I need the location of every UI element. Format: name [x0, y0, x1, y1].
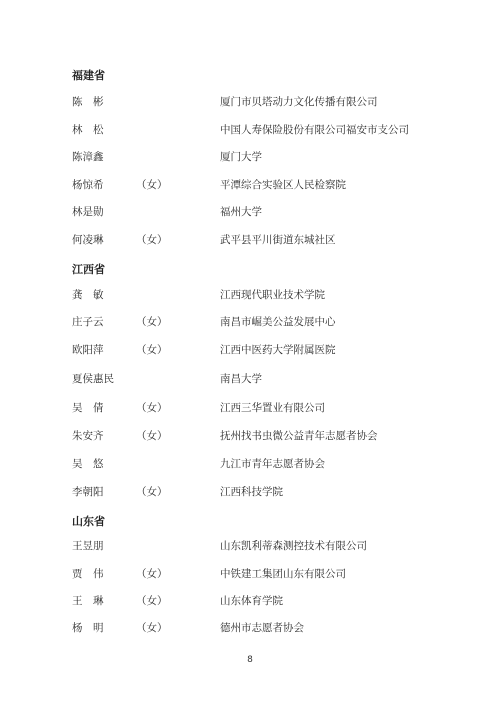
person-organization: 中铁建工集团山东有限公司	[220, 568, 346, 580]
person-gender: （女）	[136, 179, 168, 191]
person-name: 杨惊希	[72, 179, 104, 191]
list-item	[0, 428, 500, 444]
page-number: 8	[247, 655, 253, 665]
list-item	[0, 538, 500, 554]
person-name: 吴 悠	[72, 458, 104, 470]
list-item	[0, 232, 500, 248]
person-organization: 福州大学	[220, 206, 262, 218]
person-organization: 厦门市贝塔动力文化传播有限公司	[220, 96, 378, 108]
person-name: 欧阳萍	[72, 344, 104, 356]
person-organization: 南昌市崛美公益发展中心	[220, 316, 336, 328]
list-item	[0, 342, 500, 358]
person-gender: （女）	[136, 486, 168, 498]
person-name: 夏侯惠民	[72, 373, 114, 385]
person-name: 王昱朋	[72, 540, 104, 552]
person-name: 王 琳	[72, 595, 104, 607]
person-organization: 江西现代职业技术学院	[220, 289, 325, 301]
person-organization: 江西三华置业有限公司	[220, 402, 325, 414]
person-organization: 中国人寿保险股份有限公司福安市支公司	[220, 124, 409, 136]
person-name: 李朝阳	[72, 486, 104, 498]
list-item	[0, 620, 500, 636]
list-item	[0, 94, 500, 110]
list-item	[0, 484, 500, 500]
person-name: 杨 明	[72, 622, 104, 634]
person-organization: 厦门大学	[220, 151, 262, 163]
list-item	[0, 177, 500, 193]
person-organization: 山东凯利蒂森测控技术有限公司	[220, 540, 367, 552]
person-name: 林 松	[72, 124, 104, 136]
province-heading-fujian: 福建省	[72, 69, 105, 82]
list-item	[0, 122, 500, 138]
list-item	[0, 149, 500, 165]
person-gender: （女）	[136, 622, 168, 634]
list-item	[0, 204, 500, 220]
person-gender: （女）	[136, 402, 168, 414]
person-organization: 山东体育学院	[220, 595, 283, 607]
person-organization: 江西科技学院	[220, 486, 283, 498]
person-organization: 平潭综合实验区人民检察院	[220, 179, 346, 191]
list-item	[0, 287, 500, 303]
list-item	[0, 566, 500, 582]
person-organization: 九江市青年志愿者协会	[220, 458, 325, 470]
list-item	[0, 593, 500, 609]
person-name: 朱安齐	[72, 430, 104, 442]
person-gender: （女）	[136, 568, 168, 580]
person-organization: 武平县平川街道东城社区	[220, 234, 336, 246]
person-name: 陈 彬	[72, 96, 104, 108]
person-name: 何凌琳	[72, 234, 104, 246]
province-heading-shandong: 山东省	[72, 515, 105, 528]
list-item	[0, 314, 500, 330]
person-name: 庄子云	[72, 316, 104, 328]
person-organization: 江西中医药大学附属医院	[220, 344, 336, 356]
person-name: 贾 伟	[72, 568, 104, 580]
person-name: 吴 倩	[72, 402, 104, 414]
person-gender: （女）	[136, 344, 168, 356]
person-gender: （女）	[136, 595, 168, 607]
person-organization: 抚州找书虫微公益青年志愿者协会	[220, 430, 378, 442]
province-heading-jiangxi: 江西省	[72, 263, 105, 276]
list-item	[0, 456, 500, 472]
person-organization: 德州市志愿者协会	[220, 622, 304, 634]
person-name: 陈漳鑫	[72, 151, 104, 163]
person-name: 龚 敏	[72, 289, 104, 301]
person-gender: （女）	[136, 430, 168, 442]
person-organization: 南昌大学	[220, 373, 262, 385]
person-name: 林是勋	[72, 206, 104, 218]
list-item	[0, 400, 500, 416]
person-gender: （女）	[136, 316, 168, 328]
list-item	[0, 371, 500, 387]
person-gender: （女）	[136, 234, 168, 246]
